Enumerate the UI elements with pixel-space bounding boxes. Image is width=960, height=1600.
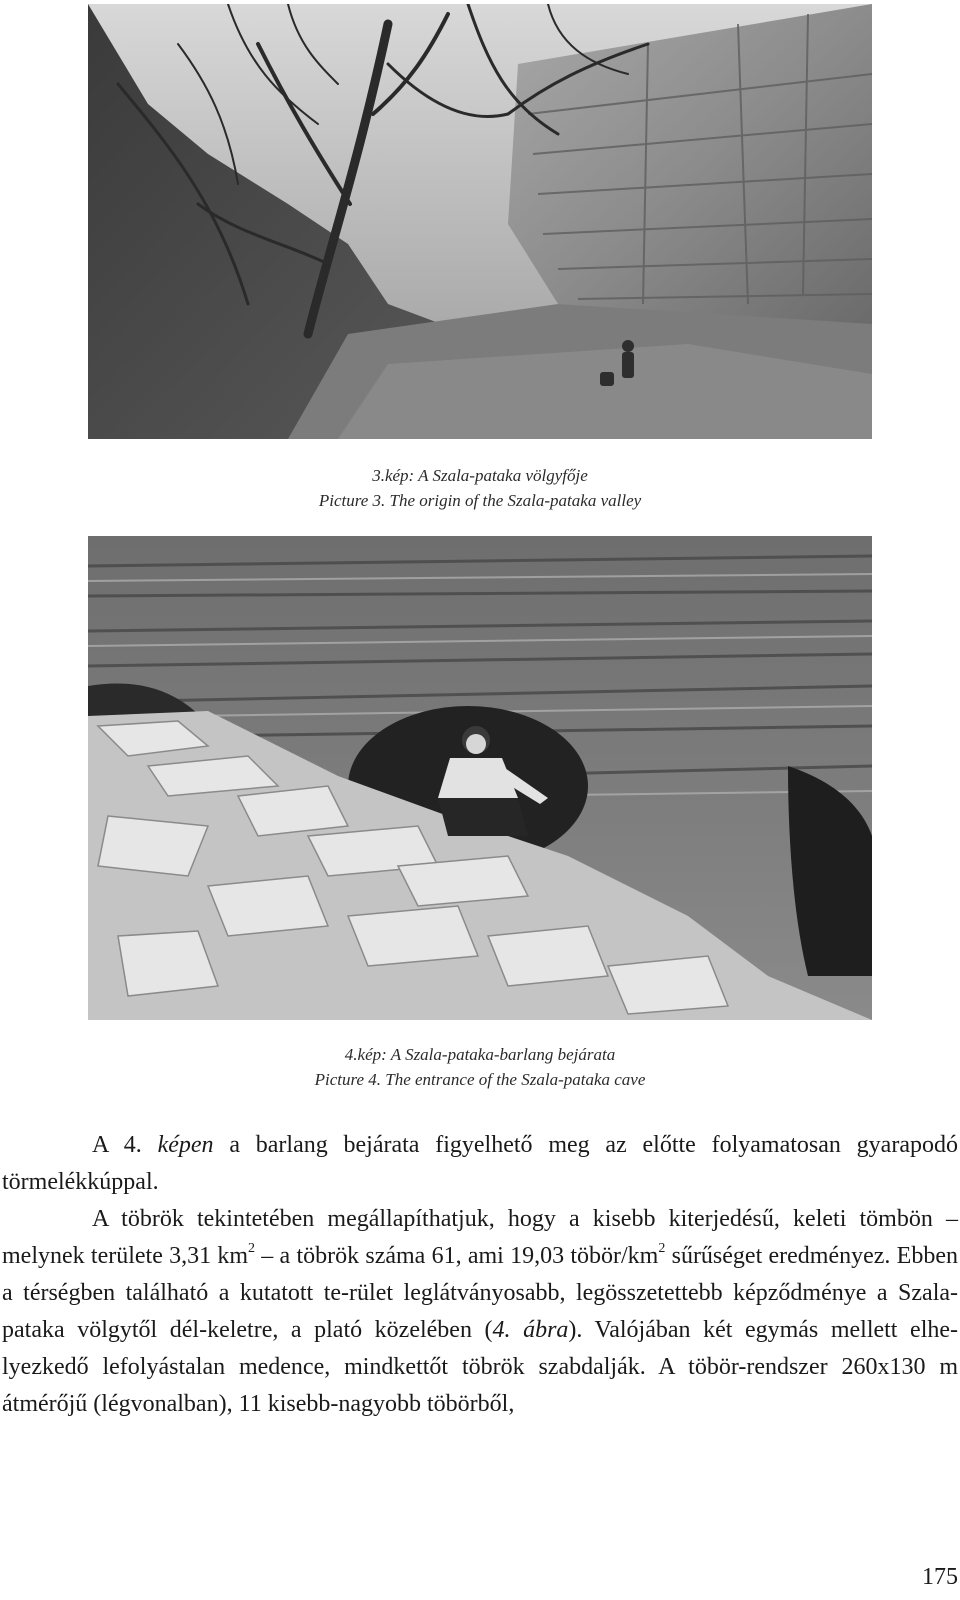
p1-text-c: a barlang bejárata figyelhető meg az előtte folyamatosan gyarapodó törmelékkúppal. (2, 1132, 958, 1195)
page-number: 175 (922, 1564, 958, 1590)
p1-figure-reference: képen (157, 1132, 214, 1158)
p2-text-e: ). Valójában két egymás mellett elhe-lyezkedő lefolyástalan medence, mindkettőt töbrök szabdalják. A töbör-rendszer 260x130 m átmérőjű (légvonalban), 11 kisebb-nagyobb töbörből, (2, 1317, 958, 1417)
cave-entrance-photo (88, 536, 872, 1020)
figure-4-caption-hu: 4.kép: A Szala-pataka-barlang bejárata (344, 1045, 616, 1064)
p2-text-c: sűrűséget eredményez. Ebben a térségben található a kutatott te-rület leglátványosabb, legösszetettebb képződménye a Szala-pataka völgytől dél-keletre, a plató közelében ( (2, 1243, 958, 1343)
valley-head-photo-art (88, 4, 872, 439)
valley-head-photo (88, 4, 872, 439)
p2-text-a: A töbrök tekintetében megállapíthatjuk, hogy a kisebb kiterjedésű, keleti tömbön – melynek területe 3,31 km (2, 1206, 958, 1269)
figure-4-caption (88, 1042, 872, 1092)
figure-3-caption-en: Picture 3. The origin of the Szala-pataka valley (318, 491, 642, 510)
p1-text-a: A 4. (92, 1132, 158, 1158)
cave-entrance-photo-art (88, 536, 872, 1020)
p2-superscript-1: 2 (248, 1241, 256, 1256)
p2-text-b: – a töbrök száma 61, ami 19,03 töbör/km (255, 1243, 659, 1269)
figure-3-caption-hu: 3.kép: A Szala-pataka völgyfője (372, 466, 588, 485)
p2-figure-reference: 4. ábra (492, 1317, 569, 1343)
p2-superscript-2: 2 (658, 1241, 666, 1256)
figure-3-caption (88, 463, 872, 513)
figure-4-caption-en: Picture 4. The entrance of the Szala-pataka cave (314, 1070, 646, 1089)
body-text (2, 1127, 958, 1423)
paragraph-2 (2, 1201, 958, 1423)
paragraph-1 (2, 1127, 958, 1201)
